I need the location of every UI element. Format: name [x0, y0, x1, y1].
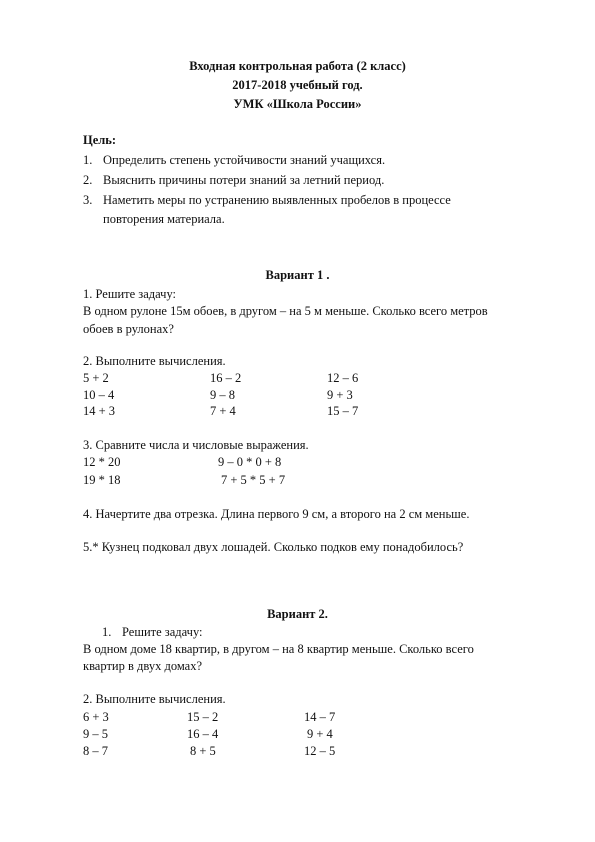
- v1-compare-r2c2: 7 + 5 * 5 + 7: [221, 473, 286, 487]
- variant2-title: Вариант 2.: [267, 607, 328, 621]
- v1-task4: 4. Начертите два отрезка. Длина первого 9 см, а второго на 2 см меньше.: [83, 507, 470, 521]
- goal-item-text: Наметить меры по устранению выявленных пробелов в процессе: [103, 193, 451, 207]
- v1-calc-r1c1: 5 + 2: [83, 371, 109, 385]
- v1-compare-r1c2: 9 – 0 * 0 + 8: [218, 455, 282, 469]
- v1-calc-r3c3: 15 – 7: [327, 404, 359, 418]
- v1-compare-r1c1: 12 * 20: [83, 455, 121, 469]
- v2-task1-line2: квартир в двух домах?: [83, 659, 203, 673]
- v1-calc-r3c2: 7 + 4: [210, 404, 236, 418]
- goal-item-number: 3.: [83, 193, 93, 207]
- v1-calc-r2c1: 10 – 4: [83, 388, 115, 402]
- v2-calc-r3c1: 8 – 7: [83, 744, 108, 758]
- v1-task1-line1: В одном рулоне 15м обоев, в другом – на 5 м меньше. Сколько всего метров: [83, 304, 488, 318]
- v2-task2-label: 2. Выполните вычисления.: [83, 692, 226, 706]
- v2-task1-label: [102, 625, 203, 639]
- v1-calc-r1c2: 16 – 2: [210, 371, 242, 385]
- goal-item-2: [83, 173, 384, 187]
- v1-calc-r2c2: 9 – 8: [210, 388, 235, 402]
- goal-item-3-cont: повторения материала.: [103, 212, 225, 226]
- v1-calc-r1c3: 12 – 6: [327, 371, 359, 385]
- goal-item-1: [83, 153, 385, 167]
- v2-calc-r1c3: 14 – 7: [304, 710, 336, 724]
- v2-task1-number: 1.: [102, 625, 112, 639]
- v2-calc-r2c3: 9 + 4: [307, 727, 333, 741]
- v1-task1-line2: обоев в рулонах?: [83, 322, 174, 336]
- v2-calc-r2c1: 9 – 5: [83, 727, 108, 741]
- doc-title: Входная контрольная работа (2 класс): [189, 59, 406, 73]
- variant1-title: Вариант 1 .: [265, 268, 330, 282]
- goal-item-number: 2.: [83, 173, 93, 187]
- v1-calc-r2c3: 9 + 3: [327, 388, 353, 402]
- v2-task1-line1: В одном доме 18 квартир, в другом – на 8 квартир меньше. Сколько всего: [83, 642, 474, 656]
- v1-calc-r3c1: 14 + 3: [83, 404, 116, 418]
- v2-calc-r2c2: 16 – 4: [187, 727, 219, 741]
- v2-calc-r1c2: 15 – 2: [187, 710, 219, 724]
- curriculum: УМК «Школа России»: [233, 97, 362, 111]
- goal-item-number: 1.: [83, 153, 93, 167]
- v2-task1-label-text: Решите задачу:: [122, 625, 203, 639]
- v1-task1-label: 1. Решите задачу:: [83, 287, 177, 301]
- v1-task2-label: 2. Выполните вычисления.: [83, 354, 226, 368]
- v2-calc-r1c1: 6 + 3: [83, 710, 109, 724]
- v2-calc-r3c3: 12 – 5: [304, 744, 336, 758]
- school-year: 2017-2018 учебный год.: [232, 78, 363, 92]
- goal-item-text: Выяснить причины потери знаний за летний период.: [103, 173, 385, 187]
- v2-calc-r3c2: 8 + 5: [190, 744, 216, 758]
- v1-compare-r2c1: 19 * 18: [83, 473, 121, 487]
- goal-item-text: Определить степень устойчивости знаний учащихся.: [103, 153, 386, 167]
- goal-item-3: [83, 193, 451, 207]
- goal-title: Цель:: [83, 133, 117, 147]
- v1-task3-label: 3. Сравните числа и числовые выражения.: [83, 438, 309, 452]
- v1-task5: 5.* Кузнец подковал двух лошадей. Сколько подков ему понадобилось?: [83, 540, 464, 554]
